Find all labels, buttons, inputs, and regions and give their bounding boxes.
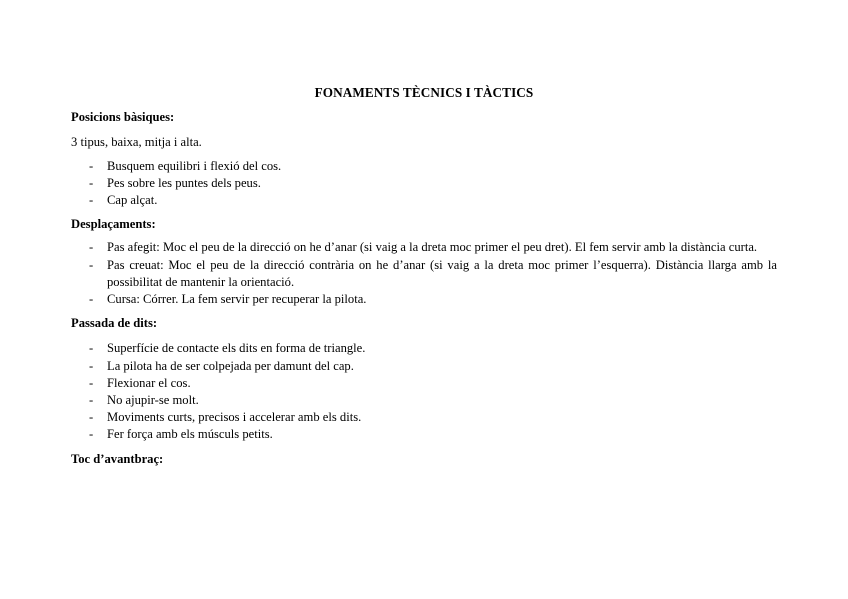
section-intro-posicions: 3 tipus, baixa, mitja i alta. [71,135,202,150]
document-title: FONAMENTS TÈCNICS I TÀCTICS [314,85,534,100]
bullet-dash: - [89,292,94,307]
list-item [71,358,777,375]
section-heading-posicions: Posicions bàsiques: [71,110,175,125]
list-item [71,158,777,175]
list-item-text: Superfície de contacte els dits en forma de triangle. [107,341,366,356]
list-item [71,409,777,426]
list-item [71,426,777,443]
list-item [71,392,777,409]
list-item-text: Cursa: Córrer. La fem servir per recuperar la pilota. [107,292,367,307]
bullet-dash: - [89,240,94,255]
bullet-dash: - [89,175,94,190]
list-item-text: Pes sobre les puntes dels peus. [107,175,261,190]
list-item [71,192,777,209]
bullet-dash: - [89,393,94,408]
bullet-dash: - [89,158,94,173]
list-item [71,375,777,392]
list-item-text: Fer força amb els músculs petits. [107,427,273,442]
list-item [71,340,777,357]
section-heading-passada-de-dits: Passada de dits: [71,316,158,331]
list-item [71,175,777,192]
bullet-dash: - [89,341,94,356]
list-item [71,239,777,256]
bullet-dash: - [89,257,94,272]
bullet-dash: - [89,375,94,390]
bullet-dash: - [89,410,94,425]
list-item-text: Cap alçat. [107,193,158,208]
document-page [71,84,777,468]
list-item-text: La pilota ha de ser colpejada per damunt del cap. [107,358,354,373]
section-heading-desplacaments: Desplaçaments: [71,217,156,232]
section-heading-toc-avantbrac: Toc d’avantbraç: [71,451,164,466]
list-item-text: Pas creuat: Moc el peu de la direcció contrària on he d’anar (si vaig a la dreta moc primer l’esquerra). Distància llarga amb la possibilitat de mantenir la orientació. [107,257,777,289]
list-item-text: Pas afegit: Moc el peu de la direcció on he d’anar (si vaig a la dreta moc primer el peu dret). El fem servir amb la distància curta. [107,240,758,255]
list-item-text: No ajupir-se molt. [107,393,199,408]
list-desplacaments [71,239,777,308]
list-passada-de-dits [71,340,777,443]
bullet-dash: - [89,193,94,208]
list-item [71,257,777,291]
list-item [71,291,777,308]
list-posicions [71,158,777,210]
list-item-text: Busquem equilibri i flexió del cos. [107,158,282,173]
bullet-dash: - [89,427,94,442]
bullet-dash: - [89,358,94,373]
list-item-text: Moviments curts, precisos i accelerar amb els dits. [107,410,362,425]
list-item-text: Flexionar el cos. [107,375,191,390]
